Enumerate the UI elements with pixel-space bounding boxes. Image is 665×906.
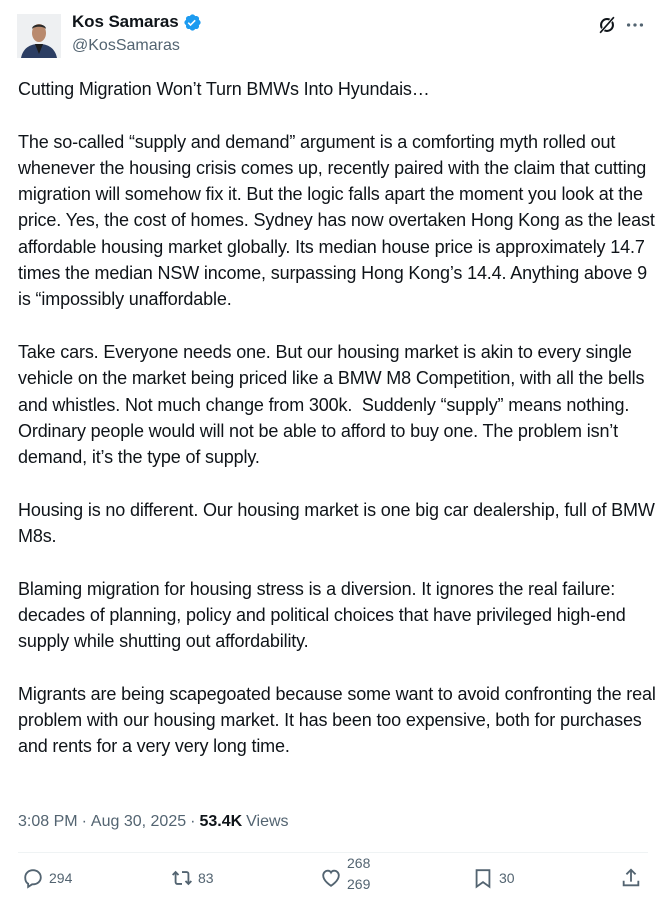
share-button[interactable] <box>620 867 642 889</box>
like-button[interactable] <box>320 855 377 892</box>
tweet-header <box>0 0 665 66</box>
post-paragraph: Take cars. Everyone needs one. But our housing market is akin to every single vehicle on the market being priced like a BMW M8 Competition, with all the bells and whistles. Not much change from 300k. Suddenly “supply” means nothing. Ordinary people would will not be able to afford to buy one. The problem isn’t demand, it’s the type of supply. <box>18 341 650 468</box>
divider <box>18 852 648 853</box>
bookmark-count: 30 <box>499 870 515 886</box>
repost-button[interactable] <box>171 867 214 889</box>
bookmark-icon <box>472 867 494 889</box>
handle[interactable]: @KosSamaras <box>72 37 180 54</box>
views-label: Views <box>246 813 289 830</box>
reply-icon <box>22 867 44 889</box>
like-count-previous: 268 <box>347 855 371 871</box>
display-name[interactable]: Kos Samaras <box>72 12 179 31</box>
reply-button[interactable] <box>22 867 72 889</box>
grok-icon[interactable] <box>596 14 618 36</box>
post-title: Cutting Migration Won’t Turn BMWs Into Hyundais… <box>18 79 430 99</box>
heart-icon <box>320 867 342 889</box>
meta-separator: · <box>190 813 196 830</box>
post-paragraph: Blaming migration for housing stress is a diversion. It ignores the real failure: decades of planning, policy and political choices that have privileged high-end supply while shutting out affordability. <box>18 578 631 652</box>
share-icon <box>620 867 642 889</box>
post-paragraph: Housing is no different. Our housing market is one big car dealership, full of BMW M8s. <box>18 499 660 547</box>
avatar-image <box>17 14 61 58</box>
post-meta <box>18 813 289 831</box>
repost-icon <box>171 867 193 889</box>
action-bar <box>0 855 665 898</box>
bookmark-button[interactable] <box>472 867 515 889</box>
post-body <box>18 76 661 786</box>
views-count[interactable]: 53.4K <box>199 813 243 830</box>
post-paragraph: Migrants are being scapegoated because some want to avoid confronting the real problem with our housing market. It has been too expensive, both for purchases and rents for a very very long time. <box>18 683 661 757</box>
verified-badge-icon[interactable] <box>183 13 202 32</box>
meta-separator: · <box>81 813 87 830</box>
avatar[interactable] <box>17 14 61 58</box>
like-count-wrapper <box>347 855 377 892</box>
reply-count: 294 <box>49 870 73 886</box>
more-options-icon[interactable] <box>624 14 646 36</box>
post-time[interactable]: 3:08 PM <box>18 813 78 830</box>
repost-count: 83 <box>198 870 214 886</box>
post-paragraph: The so-called “supply and demand” argument is a comforting myth rolled out whenever the housing crisis comes up, recently paired with the claim that cutting migration will somehow fix it. But the logic falls apart the moment you look at the price. Yes, the cost of homes. Sydney has now overtaken Hong Kong as the least affordable housing market globally. Its median house price is approximately 14.7 times the median NSW income, surpassing Hong Kong’s 14.4. Anything above 9 is “impossibly unaffordable. <box>18 131 660 310</box>
post-date[interactable]: Aug 30, 2025 <box>90 813 187 830</box>
name-row <box>72 12 202 32</box>
like-count: 269 <box>347 876 371 892</box>
